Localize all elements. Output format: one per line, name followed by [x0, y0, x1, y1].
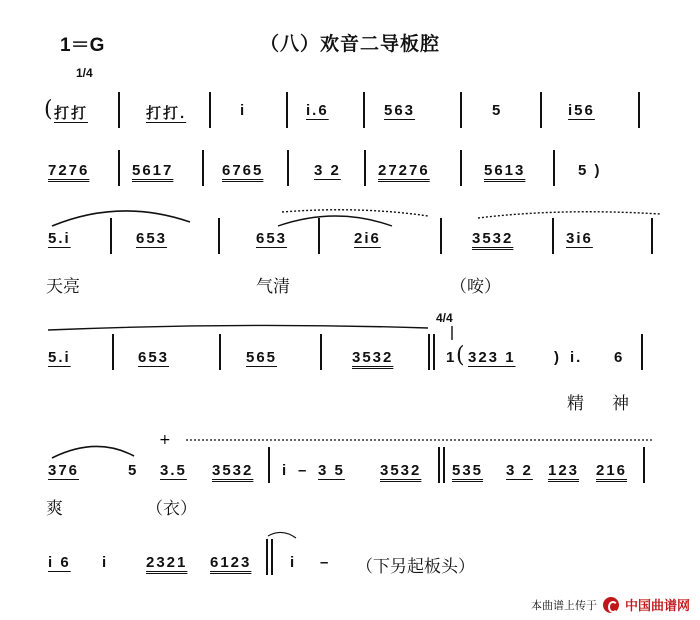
time-signature-1: 1/4: [76, 66, 93, 80]
note-group: i 6: [48, 554, 71, 571]
note-group: 3532: [212, 462, 254, 479]
plus-mark: +: [159, 432, 171, 448]
slur: [278, 216, 392, 226]
slur: [478, 212, 660, 218]
lyric: （衣）: [146, 499, 197, 519]
note-group: 3i6: [566, 230, 593, 247]
note-group: 216: [596, 462, 628, 479]
note-group: 2i6: [354, 230, 381, 247]
lyric: 天亮: [46, 277, 80, 297]
note-group: 3 5: [318, 462, 345, 479]
note-group: –: [320, 554, 331, 571]
note-group: 3 2: [506, 462, 533, 479]
footer-credit: [531, 595, 690, 614]
note-group: i.6: [306, 102, 329, 119]
performance-note: （下另起板头）: [356, 557, 475, 577]
note-group: 323 1: [468, 349, 516, 366]
slur: [52, 211, 190, 226]
slur: [48, 325, 428, 330]
note-group: 5617: [132, 162, 174, 179]
lyric: 爽: [46, 499, 63, 519]
note-group: 565: [246, 349, 278, 366]
note-group: 7276: [48, 162, 90, 179]
note-group: ): [554, 349, 561, 366]
note-group: 123: [548, 462, 580, 479]
slur: [268, 532, 296, 538]
note-group: i: [240, 102, 247, 119]
note-group: 打打: [54, 105, 89, 122]
note-group: 1: [446, 349, 457, 366]
note-group: 5.i: [48, 349, 71, 366]
note-group: 5.i: [48, 230, 71, 247]
open-paren: (: [456, 343, 465, 368]
note-group: 535: [452, 462, 484, 479]
lyric: 气清: [256, 277, 290, 297]
note-group: i: [282, 462, 289, 479]
open-paren: (: [44, 97, 53, 122]
note-group: –: [298, 462, 309, 479]
note-group: 3532: [472, 230, 514, 247]
score-title: （八）欢音二导板腔: [260, 33, 441, 55]
note-group: 6: [614, 349, 625, 366]
note-group: 打打.: [146, 105, 187, 122]
lyric: 精: [567, 394, 584, 414]
note-group: 3 2: [314, 162, 341, 179]
slur: [282, 210, 428, 216]
note-group: i: [102, 554, 109, 571]
footer-text: 本曲谱上传于: [530, 598, 597, 612]
note-group: 5613: [484, 162, 526, 179]
note-group: 6123: [210, 554, 252, 571]
slur: [52, 446, 134, 458]
note-group: 3532: [380, 462, 422, 479]
site-name[interactable]: 中国曲谱网: [624, 599, 690, 614]
note-group: i.: [570, 349, 583, 366]
note-group: 5: [128, 462, 139, 479]
site-logo-icon: [603, 597, 619, 613]
note-group: i: [290, 554, 297, 571]
note-group: 3.5: [160, 462, 187, 479]
note-group: 5 ): [578, 162, 602, 179]
lyric: 神: [612, 394, 629, 414]
note-group: 653: [256, 230, 288, 247]
note-group: 653: [138, 349, 170, 366]
time-signature-2: 4/4: [436, 311, 453, 325]
note-group: 6765: [222, 162, 264, 179]
note-group: 27276: [378, 162, 430, 179]
note-group: 653: [136, 230, 168, 247]
note-group: i56: [568, 102, 595, 119]
note-group: 3532: [352, 349, 394, 366]
note-group: 563: [384, 102, 416, 119]
key-signature: 1＝G: [60, 35, 105, 56]
note-group: 2321: [146, 554, 188, 571]
lyric: （咹）: [450, 277, 501, 297]
note-group: 376: [48, 462, 80, 479]
note-group: 5: [492, 102, 503, 119]
